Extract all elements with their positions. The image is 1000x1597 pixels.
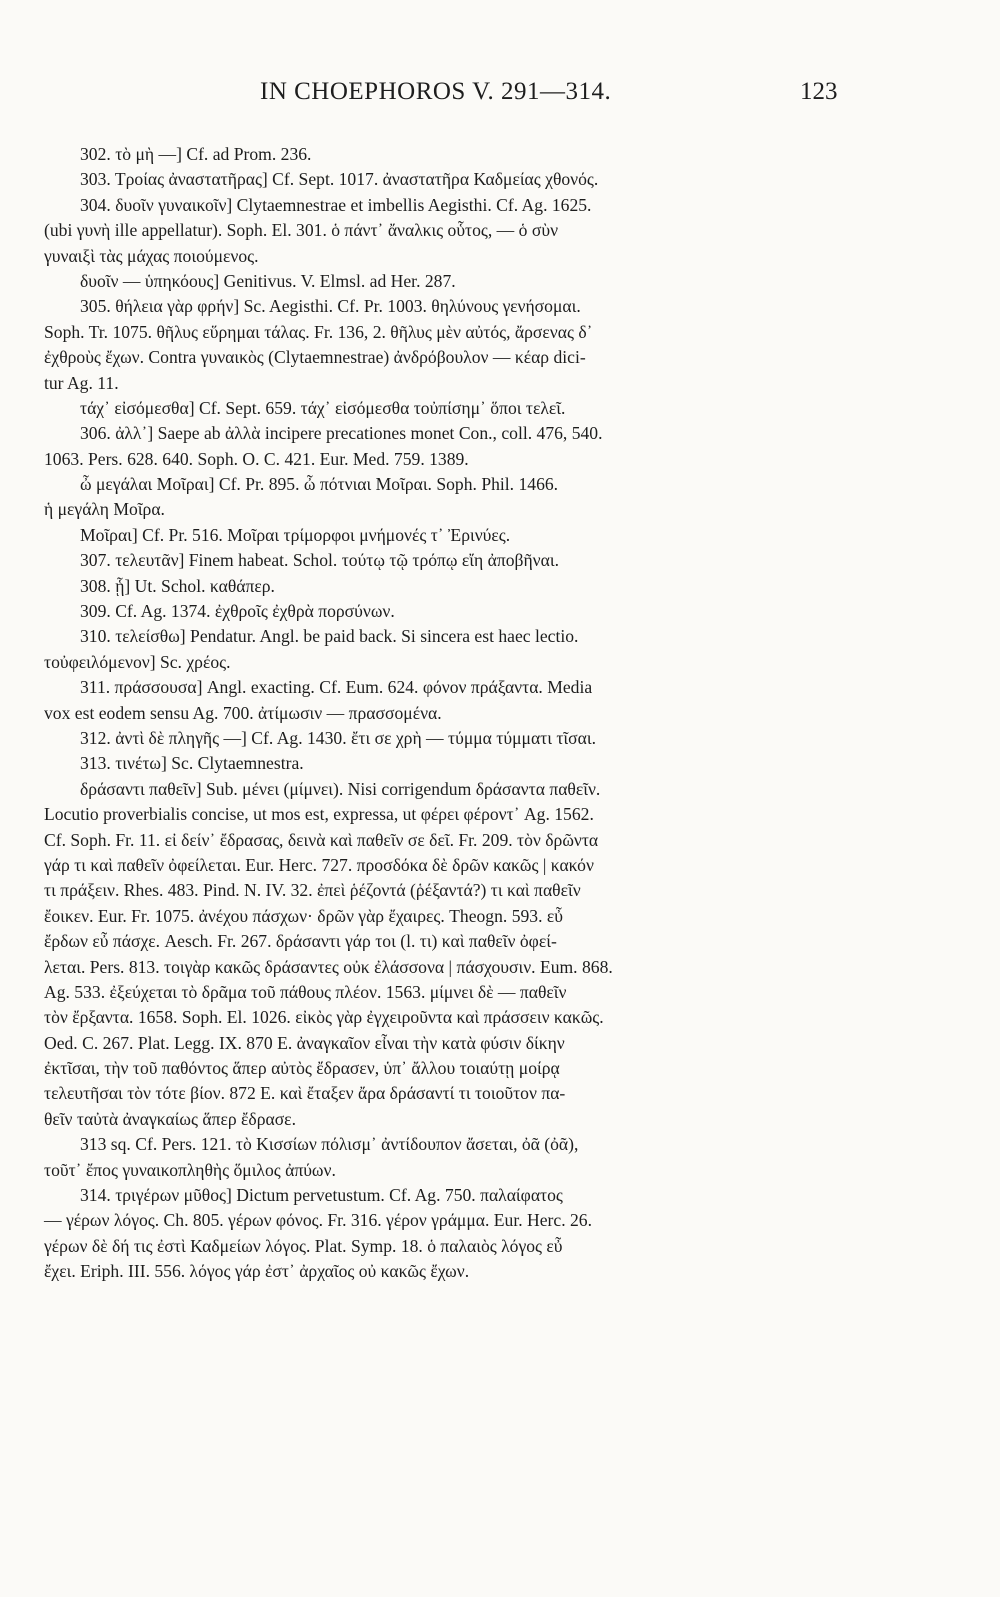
text-line: ἐχθροὺς ἔχων. Contra γυναικὸς (Clytaemnestrae) ἀνδρόβουλον — κέαρ dici- bbox=[44, 347, 586, 368]
text-line: Cf. Soph. Fr. 11. εἰ δείν᾽ ἔδρασας, δεινὰ καὶ παθεῖν σε δεῖ. Fr. 209. τὸν δρῶντα bbox=[44, 829, 599, 850]
text-line: ὦ μεγάλαι Μοῖραι] Cf. Pr. 895. ὦ πότνιαι Μοῖραι. Soph. Phil. 1466. bbox=[80, 474, 559, 495]
text-line: 306. ἀλλ᾽] Saepe ab ἀλλὰ incipere precationes monet Con., coll. 476, 540. bbox=[80, 423, 603, 444]
text-line: 307. τελευτᾶν] Finem habeat. Schol. τούτῳ τῷ τρόπῳ εἴη ἀποβῆναι. bbox=[80, 550, 559, 571]
text-line: 313. τινέτω] Sc. Clytaemnestra. bbox=[80, 753, 304, 774]
text-line: ἔοικεν. Eur. Fr. 1075. ἀνέχου πάσχων· δρῶν γὰρ ἔχαιρες. Theogn. 593. εὖ bbox=[44, 905, 563, 926]
text-line: ἐκτῖσαι, τὴν τοῦ παθόντος ἅπερ αὐτὸς ἔδρασεν, ὑπ᾽ ἄλλου τοιαύτῃ μοίρᾳ bbox=[44, 1058, 560, 1079]
text-line: Soph. Tr. 1075. θῆλυς εὕρημαι τάλας. Fr. 136, 2. θῆλυς μὲν αὐτός, ἄρσενας δ᾽ bbox=[44, 321, 593, 342]
text-line: — γέρων λόγος. Ch. 805. γέρων φόνος. Fr. 316. γέρον γράμμα. Eur. Herc. 26. bbox=[44, 1210, 592, 1231]
text-line: τι πράξειν. Rhes. 483. Pind. N. IV. 32. ἐπεὶ ῥέζοντά (ῥέξαντά?) τι καὶ παθεῖν bbox=[44, 880, 581, 901]
text-line: τάχ᾽ εἰσόμεσθα] Cf. Sept. 659. τάχ᾽ εἰσόμεσθα τοὐπίσημ᾽ ὅποι τελεῖ. bbox=[80, 397, 566, 418]
text-line: (ubi γυνὴ ille appellatur). Soph. El. 301. ὁ πάντ᾽ ἄναλκις οὗτος, — ὁ σὺν bbox=[44, 220, 559, 241]
text-line: tur Ag. 11. bbox=[44, 372, 119, 393]
text-line: θεῖν ταὐτὰ ἀναγκαίως ἅπερ ἔδρασε. bbox=[44, 1108, 296, 1129]
text-line: ἡ μεγάλη Μοῖρα. bbox=[44, 499, 165, 520]
text-line: δράσαντι παθεῖν] Sub. μένει (μίμνει). Nisi corrigendum δράσαντα παθεῖν. bbox=[80, 778, 601, 799]
text-line: γάρ τι καὶ παθεῖν ὀφείλεται. Eur. Herc. 727. προσδόκα δὲ δρῶν κακῶς | κακόν bbox=[44, 854, 594, 875]
text-line: τελευτῆσαι τὸν τότε βίον. 872 E. καὶ ἔταξεν ἄρα δράσαντί τι τοιοῦτον πα- bbox=[44, 1083, 566, 1104]
text-line: Oed. C. 267. Plat. Legg. IX. 870 E. ἀναγκαῖον εἶναι τὴν κατὰ φύσιν δίκην bbox=[44, 1032, 565, 1053]
text-line: 302. τὸ μὴ —] Cf. ad Prom. 236. bbox=[80, 144, 312, 164]
text-line: δυοῖν — ὑπηκόους] Genitivus. V. Elmsl. ad Her. 287. bbox=[80, 270, 456, 291]
text-line: vox est eodem sensu Ag. 700. ἀτίμωσιν — πρασσομένα. bbox=[44, 702, 442, 723]
text-line: 311. πράσσουσα] Angl. exacting. Cf. Eum. 624. φόνον πράξαντα. Media bbox=[80, 677, 593, 698]
page-number: 123 bbox=[800, 78, 838, 105]
text-line: γυναιξὶ τὰς μάχας ποιούμενος. bbox=[44, 245, 259, 266]
text-line: 304. δυοῖν γυναικοῖν] Clytaemnestrae et imbellis Aegisthi. Cf. Ag. 1625. bbox=[80, 194, 592, 215]
text-line: ἔχει. Eriph. III. 556. λόγος γάρ ἐστ᾽ ἀρχαῖος οὐ κακῶς ἔχων. bbox=[44, 1261, 470, 1282]
text-line: τοῦτ᾽ ἔπος γυναικοπληθὴς ὅμιλος ἀπύων. bbox=[44, 1159, 336, 1180]
text-line: 312. ἀντὶ δὲ πληγῆς —] Cf. Ag. 1430. ἔτι σε χρὴ — τύμμα τύμματι τῖσαι. bbox=[80, 727, 596, 748]
text-line: 309. Cf. Ag. 1374. ἐχθροῖς ἐχθρὰ πορσύνων. bbox=[80, 601, 395, 622]
text-line: γέρων δὲ δή τις ἐστὶ Καδμείων λόγος. Plat. Symp. 18. ὁ παλαιὸς λόγος εὖ bbox=[44, 1235, 563, 1256]
text-line: 310. τελείσθω] Pendatur. Angl. be paid back. Si sincera est haec lectio. bbox=[80, 626, 579, 647]
running-title: IN CHOEPHOROS V. 291—314. bbox=[260, 78, 612, 105]
text-line: τοὐφειλόμενον] Sc. χρέος. bbox=[44, 651, 231, 672]
text-line: Locutio proverbialis concise, ut mos est, expressa, ut φέρει φέροντ᾽ Ag. 1562. bbox=[44, 804, 594, 825]
text-line: Ag. 533. ἐξεύχεται τὸ δρᾶμα τοῦ πάθους πλέον. 1563. μίμνει δὲ — παθεῖν bbox=[44, 981, 567, 1002]
text-line: 314. τριγέρων μῦθος] Dictum pervetustum. Cf. Ag. 750. παλαίφατος bbox=[80, 1185, 563, 1206]
text-line: 303. Τροίας ἀναστατῆρας] Cf. Sept. 1017. ἀναστατῆρα Καδμείας χθονός. bbox=[80, 169, 599, 190]
text-line: Μοῖραι] Cf. Pr. 516. Μοῖραι τρίμορφοι μνήμονές τ᾽ Ἐρινύες. bbox=[80, 524, 511, 545]
text-line: 313 sq. Cf. Pers. 121. τὸ Κισσίων πόλισμ᾽ ἀντίδουπον ἄσεται, ὀᾶ (ὀᾶ), bbox=[80, 1134, 579, 1155]
text-line: 308. ᾗ] Ut. Schol. καθάπερ. bbox=[80, 575, 275, 596]
text-line: 305. θήλεια γὰρ φρήν] Sc. Aegisthi. Cf. Pr. 1003. θηλύνους γενήσομαι. bbox=[80, 296, 581, 317]
text-line: λεται. Pers. 813. τοιγὰρ κακῶς δράσαντες οὐκ ἐλάσσονα | πάσχουσιν. Eum. 868. bbox=[44, 956, 613, 977]
text-line: τὸν ἔρξαντα. 1658. Soph. El. 1026. εἰκὸς γὰρ ἐγχειροῦντα καὶ πράσσειν κακῶς. bbox=[44, 1007, 604, 1028]
text-line: ἔρδων εὖ πάσχε. Aesch. Fr. 267. δράσαντι γάρ τοι (l. τι) καὶ παθεῖν ὀφεί- bbox=[44, 931, 557, 952]
text-line: 1063. Pers. 628. 640. Soph. O. C. 421. Eur. Med. 759. 1389. bbox=[44, 448, 469, 469]
commentary-text bbox=[44, 142, 844, 1285]
